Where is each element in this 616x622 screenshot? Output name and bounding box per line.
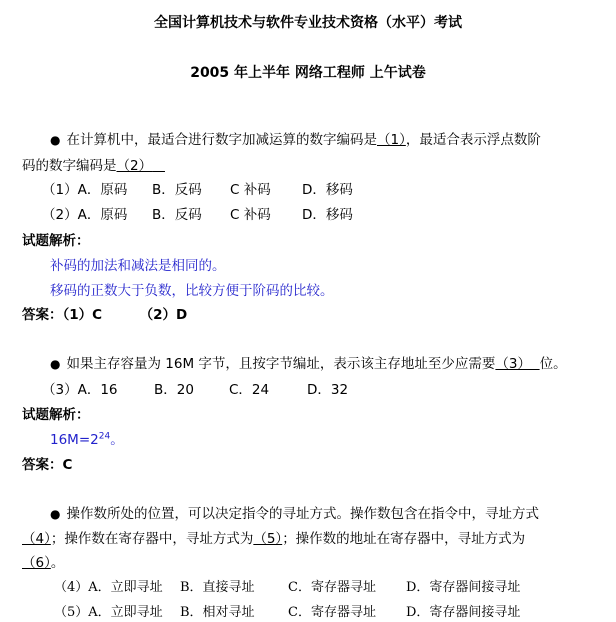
q1-stem-text-a: 在计算机中，最适合进行数字加减运算的数字编码是 (66, 132, 377, 148)
q3-opt4-b: B．直接寻址 (180, 580, 255, 595)
q2-opt-d: D．32 (307, 382, 349, 398)
q1-opt1-c: C 补码 (230, 182, 271, 198)
document-subtitle: 2005 年上半年 网络工程师 上午试卷 (190, 65, 426, 81)
q1-opt1-d: D．移码 (302, 182, 353, 198)
q2-stem-text-b: 位。 (539, 356, 567, 372)
q3-opt4-d: D．寄存器间接寻址 (406, 580, 521, 595)
q3-stem-text-b: ；操作数在寄存器中，寻址方式为 (50, 531, 254, 547)
q3-blank-5: （5） (253, 531, 283, 547)
q3-stem-line3 (22, 554, 64, 572)
q1-blank-2: （2） (116, 158, 153, 174)
q3-stem-line1 (50, 505, 539, 523)
q3-opt5-c: C．寄存器寻址 (288, 605, 376, 620)
q3-opt4-c: C．寄存器寻址 (288, 580, 376, 595)
q1-blank-1: （1） (376, 132, 406, 148)
q1-stem-text-c: 码的数字编码是 (22, 158, 117, 174)
q1-opt2-d: D．移码 (302, 207, 353, 223)
q3-opt5-d: D．寄存器间接寻址 (406, 605, 521, 620)
q1-stem-line2 (22, 157, 165, 175)
q3-stem-text-c: ；操作数的地址在寄存器中，寻址方式为 (282, 531, 526, 547)
q1-opt2-a: （2）A．原码 (42, 207, 128, 223)
bullet-icon: ● (50, 133, 61, 147)
q1-stem-line1 (50, 131, 541, 149)
q2-stem-text-a: 如果主存容量为 16M 字节，且按字节编址，表示该主存地址至少应需要 (66, 356, 496, 372)
q3-opt4-a: （4）A．立即寻址 (54, 580, 163, 595)
q2-analysis-line (50, 431, 124, 449)
q1-opt1-a: （1）A．原码 (42, 182, 128, 198)
q2-options (42, 381, 348, 399)
q3-opt5-b: B．相对寻址 (180, 605, 255, 620)
q3-opt5-a: （5）A．立即寻址 (54, 605, 163, 620)
q3-stem-text-a: 操作数所处的位置，可以决定指令的寻址方式。操作数包含在指令中，寻址方式 (66, 506, 539, 522)
q1-options-2 (42, 206, 353, 224)
q3-stem-text-d: 。 (50, 555, 65, 571)
q3-blank-4: （4） (22, 531, 51, 547)
bullet-icon: ● (50, 357, 61, 371)
q2-blank-3: （3） (495, 356, 531, 372)
q3-stem-line2 (22, 530, 525, 548)
q1-analysis-line2: 移码的正数大于负数，比较方便于阶码的比较。 (50, 283, 334, 299)
q2-analysis-exponent: 24 (98, 431, 111, 442)
q3-blank-6: （6） (22, 555, 51, 571)
q2-analysis-base: 16M=2 (50, 432, 99, 448)
q2-opt-a: （3）A．16 (42, 382, 118, 398)
q1-analysis-line1: 补码的加法和减法是相同的。 (50, 258, 226, 274)
q1-answer: 答案：（1）C （2）D (22, 307, 188, 323)
q1-analysis-label: 试题解析： (22, 233, 90, 249)
q1-opt2-c: C 补码 (230, 207, 271, 223)
q2-stem-line (50, 355, 567, 373)
q1-stem-text-b: ，最适合表示浮点数阶 (405, 132, 541, 148)
q1-opt2-b: B．反码 (152, 207, 202, 223)
document-title: 全国计算机技术与软件专业技术资格（水平）考试 (154, 15, 462, 31)
bullet-icon: ● (50, 507, 61, 521)
q3-options-4 (54, 579, 520, 597)
q2-analysis-end: 。 (110, 432, 124, 448)
q2-analysis-label: 试题解析： (22, 407, 90, 423)
q2-opt-c: C．24 (229, 382, 270, 398)
q3-options-5 (54, 604, 520, 622)
q2-opt-b: B．20 (154, 382, 194, 398)
q2-answer: 答案：C (22, 457, 73, 473)
q1-opt1-b: B．反码 (152, 182, 202, 198)
q1-options-1 (42, 181, 353, 199)
